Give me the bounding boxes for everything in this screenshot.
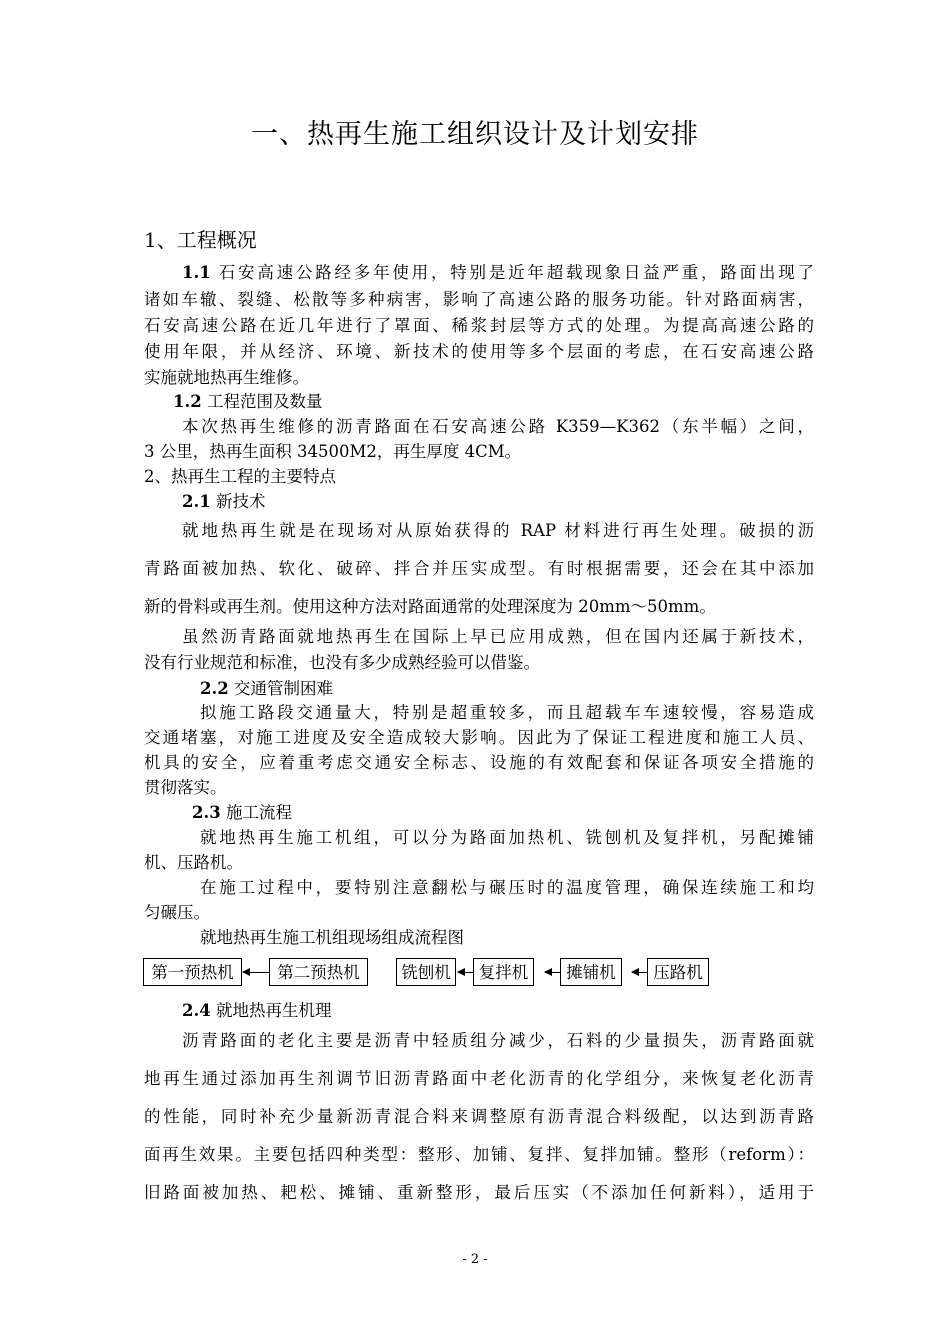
flow-arrow-1 [243,972,269,973]
s22-heading [200,678,870,700]
s24-line-4: 面再生效果。主要包括四种类型：整形、加铺、复拌、复拌加铺。整形（reform）： [144,1145,814,1164]
s23b-line-1: 在施工过程中，要特别注意翻松与碾压时的温度管理，确保连续施工和均 [200,878,814,897]
p11-line-3: 石安高速公路在近几年进行了罩面、稀浆封层等方式的处理。为提高高速公路的 [144,316,814,335]
s21b-line-1: 虽然沥青路面就地热再生在国际上早已应用成熟，但在国内还属于新技术， [182,627,814,646]
section-1-heading: 1、工程概况 [144,228,257,252]
s24-line-2: 地再生通过添加再生剂调节旧沥青路面中老化沥青的化学组分，来恢复老化沥青 [144,1069,814,1088]
s23b-line-2: 匀碾压。 [144,903,210,922]
flow-arrow-4 [632,972,647,973]
flow-box-1: 第一预热机 [143,958,242,986]
s22-number: 2.2 [200,679,229,698]
p12-title: 工程范围及数量 [201,392,323,411]
s21b-line-2: 没有行业规范和标准，也没有多少成熟经验可以借鉴。 [144,653,540,672]
flow-arrow-3 [545,972,560,973]
p11-line-1 [182,262,814,284]
s22-title: 交通管制困难 [228,679,333,698]
s24-title: 就地热再生机理 [210,1001,332,1020]
page-number: - 2 - [462,1252,488,1267]
s23-heading [192,802,862,824]
s24-number: 2.4 [182,1001,211,1020]
p12-line-2: 3 公里，热再生面积 34500M2，再生厚度 4CM。 [144,442,522,461]
p11-line-1-text: 石安高速公路经多年使用，特别是近年超载现象日益严重，路面出现了 [210,263,814,282]
flow-box-3: 铣刨机 [396,958,456,986]
section-2-heading: 2、热再生工程的主要特点 [144,467,336,486]
flow-box-2: 第二预热机 [269,958,368,986]
flow-diagram [0,958,950,990]
flow-caption: 就地热再生施工机组现场组成流程图 [200,928,464,947]
p12-number: 1.2 [173,392,202,411]
s21-number: 2.1 [182,492,211,511]
s21-heading [182,491,814,513]
s23-line-2: 机、压路机。 [144,853,243,872]
p12-line-1: 本次热再生维修的沥青路面在石安高速公路 K359—K362（东半幅）之间， [182,417,814,436]
p11-line-2: 诸如车辙、裂缝、松散等多种病害，影响了高速公路的服务功能。针对路面病害， [144,290,814,309]
p11-line-5: 实施就地热再生维修。 [144,368,309,387]
s22-line-3: 机具的安全，应着重考虑交通安全标志、设施的有效配套和保证各项安全措施的 [144,753,814,772]
s21-line-2: 青路面被加热、软化、破碎、拌合并压实成型。有时根据需要，还会在其中添加 [144,559,814,578]
s24-line-1: 沥青路面的老化主要是沥青中轻质组分减少，石料的少量损失，沥青路面就 [182,1031,814,1050]
p12-heading [173,391,843,413]
s23-line-1: 就地热再生施工机组，可以分为路面加热机、铣刨机及复拌机，另配摊铺 [200,828,814,847]
s24-heading [182,1000,814,1022]
s24-line-5: 旧路面被加热、耙松、摊铺、重新整形，最后压实（不添加任何新料），适用于 [144,1183,814,1202]
s22-line-2: 交通堵塞，对施工进度及安全造成较大影响。因此为了保证工程进度和施工人员、 [144,728,814,747]
flow-box-5: 摊铺机 [560,958,622,986]
s22-line-4: 贯彻落实。 [144,778,227,797]
s22-line-1: 拟施工路段交通量大，特别是超重较多，而且超载车车速较慢，容易造成 [200,703,814,722]
flow-box-6: 压路机 [647,958,709,986]
page-title: 一、热再生施工组织设计及计划安排 [251,119,699,150]
p11-number: 1.1 [182,263,211,282]
s24-line-3: 的性能，同时补充少量新沥青混合料来调整原有沥青混合料级配，以达到沥青路 [144,1107,814,1126]
s21-line-3: 新的骨料或再生剂。使用这种方法对路面通常的处理深度为 20mm～50mm。 [144,597,716,616]
s23-number: 2.3 [192,803,221,822]
p11-line-4: 使用年限，并从经济、环境、新技术的使用等多个层面的考虑，在石安高速公路 [144,342,814,361]
s21-title: 新技术 [210,492,266,511]
s23-title: 施工流程 [220,803,292,822]
flow-box-4: 复拌机 [473,958,534,986]
s21-line-1: 就地热再生就是在现场对从原始获得的 RAP 材料进行再生处理。破损的沥 [182,521,814,540]
flow-arrow-2 [458,972,473,973]
